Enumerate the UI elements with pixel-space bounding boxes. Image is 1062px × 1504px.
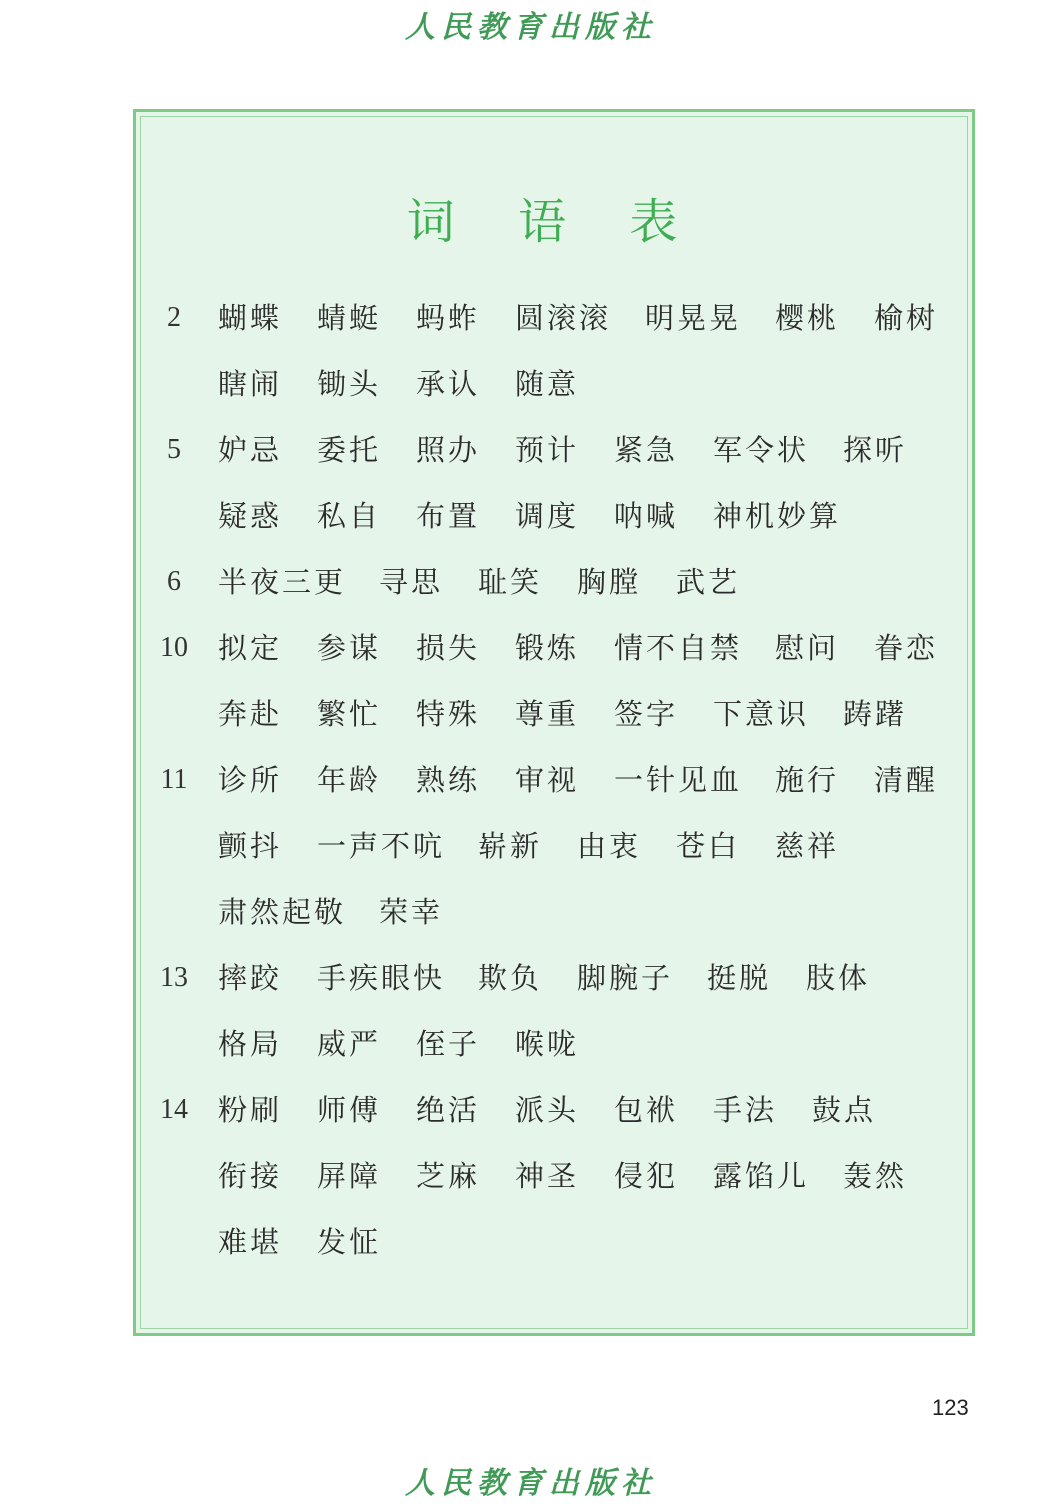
vocab-word: 紧急 [614,433,679,467]
vocab-word: 寻思 [379,565,444,599]
vocab-word: 衔接 [218,1159,283,1193]
vocab-word: 施行 [775,763,840,797]
vocab-word: 侵犯 [614,1159,679,1193]
vocab-line [0,760,1062,800]
lesson-number: 10 [160,632,188,663]
publisher-logo-bottom: 人民教育出版社 [405,1466,657,1501]
vocab-word: 胸膛 [577,565,642,599]
vocab-word: 神圣 [515,1159,580,1193]
vocab-word: 欺负 [478,961,543,995]
vocab-word: 军令状 [713,433,810,467]
page-number: 123 [932,1395,969,1420]
vocab-word: 探听 [843,433,908,467]
lesson-number: 13 [160,962,188,993]
vocab-line [0,1090,1062,1130]
vocab-word: 蜻蜓 [317,301,382,335]
vocab-word: 发怔 [317,1225,382,1259]
vocab-word: 委托 [317,433,382,467]
vocab-word: 摔跤 [218,961,283,995]
vocab-word: 拟定 [218,631,283,665]
vocab-line [0,1024,1062,1064]
vocab-word: 樱桃 [775,301,840,335]
vocab-word: 下意识 [713,697,810,731]
vocab-word: 包袱 [614,1093,679,1127]
vocab-line [0,496,1062,536]
vocab-word: 特殊 [416,697,481,731]
vocab-word: 眷恋 [874,631,939,665]
vocab-word: 蝴蝶 [218,301,283,335]
vocab-word: 清醒 [874,763,939,797]
vocab-word: 损失 [416,631,481,665]
vocab-word: 承认 [416,367,481,401]
vocab-line [0,430,1062,470]
vocab-word: 照办 [416,433,481,467]
lesson-number: 2 [167,302,181,333]
vocab-word: 神机妙算 [713,499,842,533]
vocab-line [0,1222,1062,1262]
vocab-word: 荣幸 [379,895,444,929]
vocab-word: 喉咙 [515,1027,580,1061]
vocab-line [0,892,1062,932]
vocab-word: 呐喊 [614,499,679,533]
vocab-word: 由衷 [577,829,642,863]
vocab-word: 露馅儿 [713,1159,810,1193]
vocab-word: 一声不吭 [317,829,446,863]
vocab-word: 粉刷 [218,1093,283,1127]
vocab-word: 审视 [515,763,580,797]
vocab-word: 妒忌 [218,433,283,467]
vocab-word: 难堪 [218,1225,283,1259]
vocab-word: 苍白 [676,829,741,863]
vocab-word: 私自 [317,499,382,533]
vocab-word: 肃然起敬 [218,895,347,929]
vocab-word: 熟练 [416,763,481,797]
vocab-word: 崭新 [478,829,543,863]
vocab-line [0,628,1062,668]
vocab-word: 脚腕子 [577,961,674,995]
vocab-word: 布置 [416,499,481,533]
vocab-word: 参谋 [317,631,382,665]
vocab-word: 调度 [515,499,580,533]
vocab-line [0,826,1062,866]
vocab-word: 鼓点 [812,1093,877,1127]
vocab-word: 奔赴 [218,697,283,731]
vocab-word: 一针见血 [614,763,743,797]
vocab-word: 挺脱 [707,961,772,995]
vocab-word: 侄子 [416,1027,481,1061]
vocab-word: 屏障 [317,1159,382,1193]
vocab-line [0,298,1062,338]
vocab-word: 芝麻 [416,1159,481,1193]
vocab-word: 颤抖 [218,829,283,863]
vocab-word: 慈祥 [775,829,840,863]
lesson-number: 11 [160,764,188,795]
vocab-word: 尊重 [515,697,580,731]
vocab-word: 瞎闹 [218,367,283,401]
vocab-line [0,958,1062,998]
page-title: 词 语 表 [406,194,702,250]
vocab-word: 榆树 [874,301,939,335]
vocab-word: 预计 [515,433,580,467]
vocab-word: 疑惑 [218,499,283,533]
vocab-word: 签字 [614,697,679,731]
publisher-logo-top: 人民教育出版社 [405,10,657,45]
vocab-line [0,694,1062,734]
vocab-word: 肢体 [806,961,871,995]
vocab-word: 踌躇 [843,697,908,731]
lesson-number: 14 [160,1094,188,1125]
vocab-word: 派头 [515,1093,580,1127]
vocab-line [0,562,1062,602]
vocab-word: 年龄 [317,763,382,797]
vocab-word: 威严 [317,1027,382,1061]
vocab-word: 师傅 [317,1093,382,1127]
vocab-word: 圆滚滚 [515,301,612,335]
vocab-word: 随意 [515,367,580,401]
vocab-word: 情不自禁 [614,631,743,665]
vocab-word: 手法 [713,1093,778,1127]
vocab-word: 半夜三更 [218,565,347,599]
vocab-word: 蚂蚱 [416,301,481,335]
vocab-word: 耻笑 [478,565,543,599]
vocab-word: 绝活 [416,1093,481,1127]
vocab-word: 繁忙 [317,697,382,731]
lesson-number: 5 [167,434,181,465]
vocab-word: 锻炼 [515,631,580,665]
vocab-word: 诊所 [218,763,283,797]
vocab-word: 慰问 [775,631,840,665]
vocab-word: 明晃晃 [645,301,742,335]
vocab-word: 锄头 [317,367,382,401]
vocab-line [0,1156,1062,1196]
vocab-word: 格局 [218,1027,283,1061]
vocab-word: 手疾眼快 [317,961,446,995]
lesson-number: 6 [167,566,181,597]
vocab-word: 武艺 [676,565,741,599]
vocab-line [0,364,1062,404]
vocab-word: 轰然 [843,1159,908,1193]
